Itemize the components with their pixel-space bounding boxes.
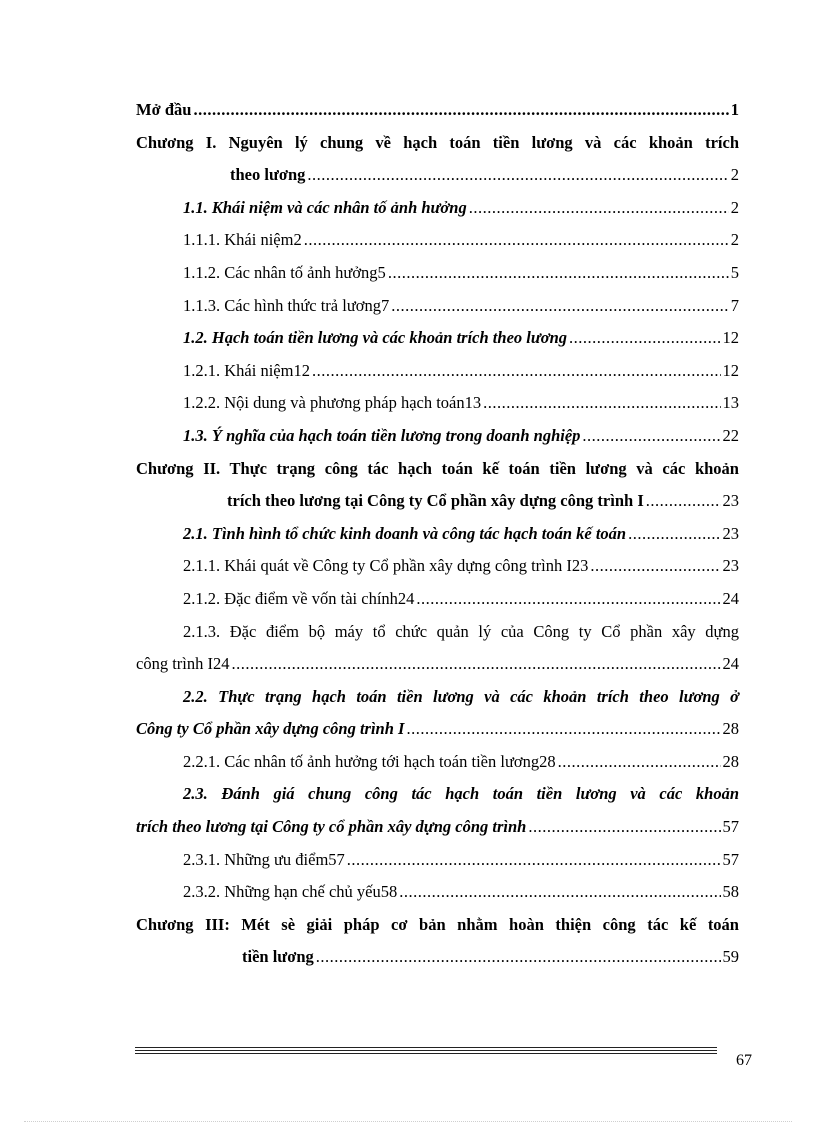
toc-leader <box>304 224 729 257</box>
toc-page: 7 <box>730 295 739 315</box>
toc-page: 13 <box>722 393 739 413</box>
toc-leader <box>469 192 729 225</box>
toc-entry-chuong-1[interactable] <box>136 127 739 192</box>
toc-title-line1: 2.2. Thực trạng hạch toán tiền lương và các khoản trích theo lương ở <box>183 686 739 706</box>
page-boundary-divider <box>24 1121 792 1122</box>
toc-leader <box>590 550 720 583</box>
table-of-contents <box>136 94 739 974</box>
toc-page: 12 <box>722 360 739 380</box>
toc-title-line1: 2.1.3. Đặc điểm bộ máy tổ chức quản lý của Công ty Cổ phần xây dựng <box>183 621 739 641</box>
toc-leader <box>628 518 720 551</box>
toc-leader <box>316 941 721 974</box>
toc-leader <box>582 420 720 453</box>
toc-title-line2: trích theo lương tại Công ty Cổ phần xây dựng công trình I <box>227 491 644 511</box>
toc-title: 1.2. Hạch toán tiền lương và các khoản trích theo lương <box>183 328 568 348</box>
toc-entry-2-2-1[interactable] <box>136 746 739 779</box>
toc-entry-2-1-1[interactable] <box>136 550 739 583</box>
toc-page: 23 <box>722 523 739 543</box>
toc-title: 1.1.1. Khái niệm2 <box>183 230 302 250</box>
toc-page: 2 <box>730 197 739 217</box>
toc-entry-2-2[interactable] <box>136 681 739 746</box>
toc-entry-1-2-1[interactable] <box>136 355 739 388</box>
toc-entry-1-1-3[interactable] <box>136 290 739 323</box>
toc-leader <box>312 355 721 388</box>
toc-entry-2-1-2[interactable] <box>136 583 739 616</box>
toc-page: 24 <box>722 654 739 674</box>
toc-page: 2 <box>730 230 739 250</box>
toc-title-line1: Chương III: Mét sè giải pháp cơ bản nhằm hoàn thiện công tác kế toán <box>136 914 739 934</box>
toc-leader <box>483 387 720 420</box>
toc-page: 22 <box>722 425 739 445</box>
toc-title: 2.1.2. Đặc điểm về vốn tài chính24 <box>183 588 415 608</box>
toc-entry-2-3-1[interactable] <box>136 844 739 877</box>
toc-title: 2.3.2. Những hạn chế chủ yếu58 <box>183 882 398 902</box>
toc-page: 1 <box>730 100 739 119</box>
toc-entry-2-3-2[interactable] <box>136 876 739 909</box>
toc-title: 2.1.1. Khái quát về Công ty Cổ phần xây dựng công trình I23 <box>183 556 589 576</box>
toc-title-line2: tiền lương <box>242 947 314 967</box>
toc-leader <box>528 811 720 844</box>
toc-leader <box>646 485 721 518</box>
toc-page: 23 <box>722 491 739 511</box>
toc-page: 2 <box>730 165 739 185</box>
toc-page: 23 <box>722 556 739 576</box>
toc-page: 24 <box>722 588 739 608</box>
toc-entry-2-1-3[interactable] <box>136 616 739 681</box>
toc-entry-1-3[interactable] <box>136 420 739 453</box>
toc-entry-chuong-2[interactable] <box>136 453 739 518</box>
footer-rule <box>135 1047 717 1056</box>
toc-leader <box>399 876 720 909</box>
toc-title: 1.1. Khái niệm và các nhân tố ảnh hưởng <box>183 197 467 217</box>
toc-entry-2-1[interactable] <box>136 518 739 551</box>
toc-title: 2.2.1. Các nhân tố ảnh hưởng tới hạch toán tiền lương28 <box>183 751 556 771</box>
toc-title: 1.2.2. Nội dung và phương pháp hạch toán13 <box>183 393 482 413</box>
toc-entry-chuong-3[interactable] <box>136 909 739 974</box>
toc-entry-1-2[interactable] <box>136 322 739 355</box>
toc-entry-1-1-2[interactable] <box>136 257 739 290</box>
toc-leader <box>406 713 720 746</box>
toc-leader <box>347 844 721 877</box>
toc-leader <box>416 583 720 616</box>
toc-page: 28 <box>722 719 739 739</box>
toc-title: 1.1.3. Các hình thức trả lương7 <box>183 295 390 315</box>
toc-title-line1: 2.3. Đánh giá chung công tác hạch toán tiền lương và các khoản <box>183 784 739 804</box>
toc-leader <box>569 322 720 355</box>
toc-title: 2.1. Tình hình tổ chức kinh doanh và công tác hạch toán kế toán <box>183 523 627 543</box>
toc-entry-2-3[interactable] <box>136 778 739 843</box>
toc-page: 57 <box>722 817 739 837</box>
toc-leader <box>307 159 728 192</box>
toc-title-line2: công trình I24 <box>136 654 230 674</box>
toc-leader <box>558 746 721 779</box>
page-number: 67 <box>736 1052 752 1069</box>
toc-entry-1-1-1[interactable] <box>136 224 739 257</box>
toc-page: 28 <box>722 751 739 771</box>
toc-title-line1: Chương II. Thực trạng công tác hạch toán kế toán tiền lương và các khoản <box>136 458 739 478</box>
toc-page: 59 <box>722 947 739 967</box>
toc-page: 5 <box>730 262 739 282</box>
toc-entry-1-1[interactable] <box>136 192 739 225</box>
toc-title-line2: theo lương <box>230 165 306 185</box>
toc-page: 12 <box>722 328 739 348</box>
toc-leader <box>193 94 728 127</box>
toc-title: 1.1.2. Các nhân tố ảnh hưởng5 <box>183 262 386 282</box>
toc-leader <box>388 257 729 290</box>
toc-leader <box>391 290 729 323</box>
toc-entry-mo-dau[interactable] <box>136 94 739 127</box>
toc-title: 1.3. Ý nghĩa của hạch toán tiền lương trong doanh nghiệp <box>183 425 581 445</box>
toc-leader <box>231 648 720 681</box>
toc-title: Mở đầu <box>136 100 192 119</box>
toc-title: 1.2.1. Khái niệm12 <box>183 360 310 380</box>
toc-entry-1-2-2[interactable] <box>136 387 739 420</box>
toc-title-line1: Chương I. Nguyên lý chung về hạch toán tiền lương và các khoản trích <box>136 132 739 152</box>
toc-title: 2.3.1. Những ưu điểm57 <box>183 849 345 869</box>
toc-title-line2: trích theo lương tại Công ty cổ phần xây dựng công trình <box>136 817 527 837</box>
toc-title-line2: Công ty Cổ phần xây dựng công trình I <box>136 719 405 739</box>
toc-page: 57 <box>722 849 739 869</box>
toc-page: 58 <box>722 882 739 902</box>
